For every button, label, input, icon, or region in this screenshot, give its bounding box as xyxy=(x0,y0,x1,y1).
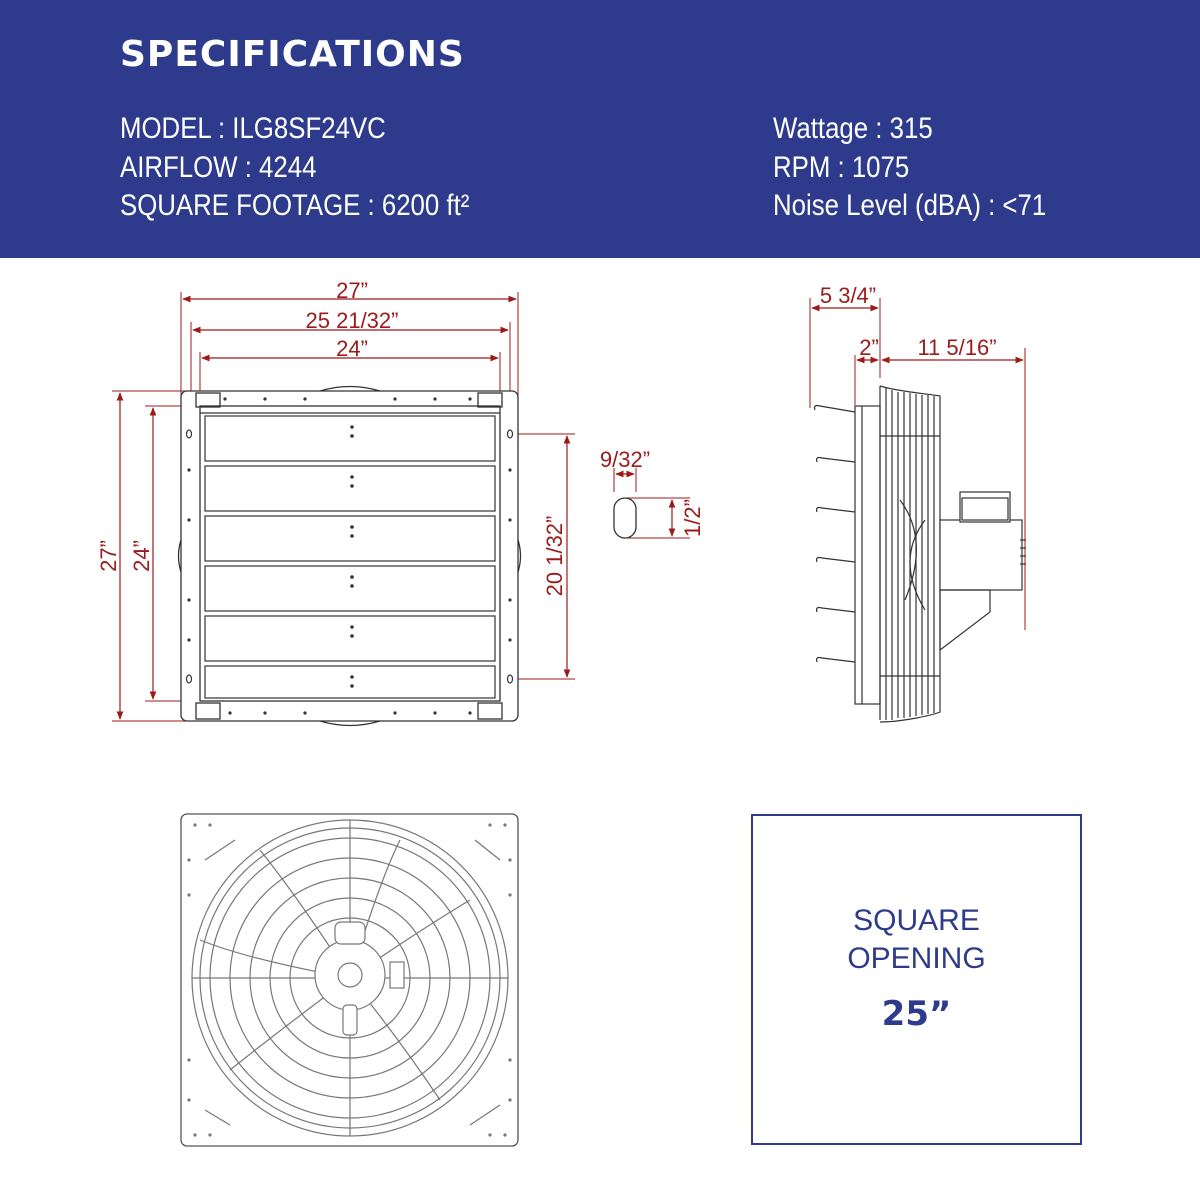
side-motor xyxy=(940,520,1022,590)
dim-height-holes: 20 1/32” xyxy=(542,515,567,597)
spec-square-footage: SQUARE FOOTAGE : 6200 ft² xyxy=(120,189,470,222)
dim-width-inner: 24” xyxy=(336,336,368,361)
rear-view xyxy=(181,814,518,1146)
spec-title: SPECIFICATIONS xyxy=(120,34,465,75)
spec-wattage: Wattage : 315 xyxy=(773,112,933,145)
dim-depth-total: 5 3/4” xyxy=(819,283,877,308)
square-opening-label xyxy=(753,902,1080,978)
dim-slot-width: 9/32” xyxy=(599,447,651,472)
slot-detail xyxy=(600,447,705,538)
side-frame xyxy=(855,406,880,704)
louver-blade xyxy=(205,666,495,698)
dim-depth-frame: 2” xyxy=(859,335,879,360)
square-opening-value: 25” xyxy=(881,994,952,1034)
front-view xyxy=(96,278,575,726)
louver-blade xyxy=(205,616,495,661)
dim-width-mid: 25 21/32” xyxy=(305,308,399,333)
dim-width-outer: 27” xyxy=(336,278,368,303)
square-opening-label-line2: OPENING xyxy=(847,942,986,975)
dim-height-inner: 24” xyxy=(129,540,154,572)
square-opening-label-line1: SQUARE xyxy=(853,904,980,937)
dim-slot-height: 1/2” xyxy=(680,499,705,537)
louver-blade xyxy=(205,416,495,461)
spec-noise-level: Noise Level (dBA) : <71 xyxy=(773,189,1047,222)
dim-height-outer: 27” xyxy=(96,540,121,572)
spec-model: MODEL : ILG8SF24VC xyxy=(120,112,386,145)
spec-airflow: AIRFLOW : 4244 xyxy=(120,150,317,184)
mounting-slot xyxy=(614,498,636,538)
louver-blade xyxy=(205,566,495,611)
square-opening-box xyxy=(751,814,1082,1145)
louver-blade xyxy=(205,516,495,561)
dim-depth-motor: 11 5/16” xyxy=(917,335,997,360)
side-view xyxy=(810,283,1026,722)
spec-rpm: RPM : 1075 xyxy=(773,150,910,184)
louver-blade xyxy=(205,466,495,511)
